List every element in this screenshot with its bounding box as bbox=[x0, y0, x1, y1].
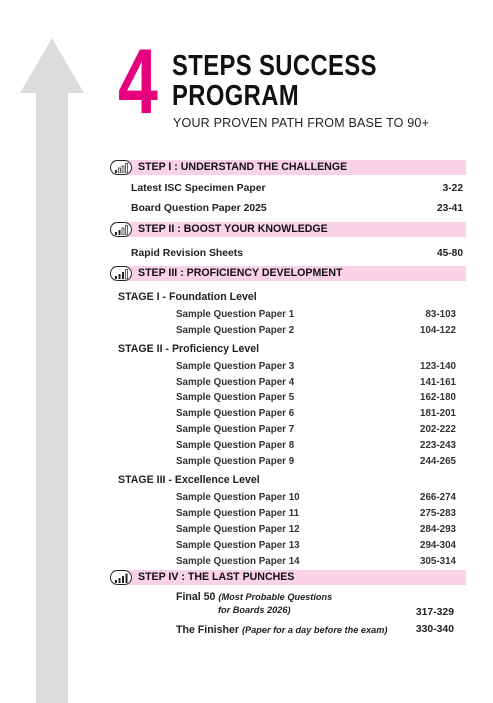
paper-9-pages: 244-265 bbox=[420, 456, 456, 467]
title-line-1: STEPS SUCCESS bbox=[172, 50, 377, 82]
progress-arrow-head bbox=[20, 38, 84, 93]
paper-7-label: Sample Question Paper 7 bbox=[176, 424, 295, 435]
paper-11-pages: 275-283 bbox=[420, 508, 456, 519]
paper-7-pages: 202-222 bbox=[420, 424, 456, 435]
paper-8-label: Sample Question Paper 8 bbox=[176, 440, 295, 451]
paper-10-label: Sample Question Paper 10 bbox=[176, 492, 300, 503]
paper-5-pages: 162-180 bbox=[420, 392, 456, 403]
step-1-item-1-label: Latest ISC Specimen Paper bbox=[131, 183, 266, 194]
paper-14-label: Sample Question Paper 14 bbox=[176, 556, 300, 567]
paper-3-pages: 123-140 bbox=[420, 361, 456, 372]
title-line-2: PROGRAM bbox=[172, 80, 300, 112]
paper-5-label: Sample Question Paper 5 bbox=[176, 392, 295, 403]
progress-arrow-shaft bbox=[36, 92, 68, 703]
finisher-note: (Paper for a day before the exam) bbox=[241, 625, 388, 635]
paper-1-label: Sample Question Paper 1 bbox=[176, 309, 295, 320]
step-2-item-1-pages: 45-80 bbox=[436, 248, 463, 259]
step-1-item-2-label: Board Question Paper 2025 bbox=[131, 203, 267, 214]
signal-strength-1-icon bbox=[110, 160, 132, 175]
paper-8-pages: 223-243 bbox=[420, 440, 456, 451]
step-4-title: STEP IV : THE LAST PUNCHES bbox=[138, 571, 295, 583]
final-50-pages: 317-329 bbox=[415, 607, 454, 618]
paper-11-label: Sample Question Paper 11 bbox=[176, 508, 300, 519]
paper-2-label: Sample Question Paper 2 bbox=[176, 325, 295, 336]
step-1-item-2-pages: 23-41 bbox=[436, 203, 463, 214]
step-1-title: STEP I : UNDERSTAND THE CHALLENGE bbox=[138, 161, 348, 173]
subtitle: YOUR PROVEN PATH FROM BASE TO 90+ bbox=[173, 116, 430, 130]
final-50-note-2: for Boards 2026) bbox=[218, 605, 291, 615]
paper-1-pages: 83-103 bbox=[425, 309, 456, 320]
paper-6-label: Sample Question Paper 6 bbox=[176, 408, 295, 419]
signal-strength-2-icon bbox=[110, 222, 132, 237]
finisher-label bbox=[176, 624, 387, 636]
step-3-title: STEP III : PROFICIENCY DEVELOPMENT bbox=[138, 267, 343, 279]
paper-9-label: Sample Question Paper 9 bbox=[176, 456, 295, 467]
step-2-title: STEP II : BOOST YOUR KNOWLEDGE bbox=[138, 223, 328, 235]
signal-strength-3-icon bbox=[110, 266, 132, 281]
paper-2-pages: 104-122 bbox=[420, 325, 456, 336]
paper-10-pages: 266-274 bbox=[420, 492, 456, 503]
big-number-four: 4 bbox=[118, 31, 158, 133]
paper-4-pages: 141-161 bbox=[420, 377, 456, 388]
paper-12-label: Sample Question Paper 12 bbox=[176, 524, 300, 535]
finisher-pages: 330-340 bbox=[415, 624, 454, 635]
final-50-title: Final 50 bbox=[176, 591, 216, 603]
paper-4-label: Sample Question Paper 4 bbox=[176, 377, 295, 388]
paper-14-pages: 305-314 bbox=[420, 556, 456, 567]
paper-13-pages: 294-304 bbox=[420, 540, 456, 551]
final-50-label bbox=[176, 591, 332, 603]
finisher-title: The Finisher bbox=[176, 624, 239, 636]
paper-13-label: Sample Question Paper 13 bbox=[176, 540, 300, 551]
stage-3-label: STAGE III - Excellence Level bbox=[118, 474, 260, 486]
signal-strength-4-icon bbox=[110, 570, 132, 585]
paper-12-pages: 284-293 bbox=[420, 524, 456, 535]
stage-1-label: STAGE I - Foundation Level bbox=[118, 291, 257, 303]
paper-6-pages: 181-201 bbox=[420, 408, 456, 419]
final-50-note-1: (Most Probable Questions bbox=[218, 592, 333, 602]
step-1-item-1-pages: 3-22 bbox=[442, 183, 463, 194]
stage-2-label: STAGE II - Proficiency Level bbox=[118, 343, 260, 355]
paper-3-label: Sample Question Paper 3 bbox=[176, 361, 295, 372]
step-2-item-1-label: Rapid Revision Sheets bbox=[131, 248, 244, 259]
